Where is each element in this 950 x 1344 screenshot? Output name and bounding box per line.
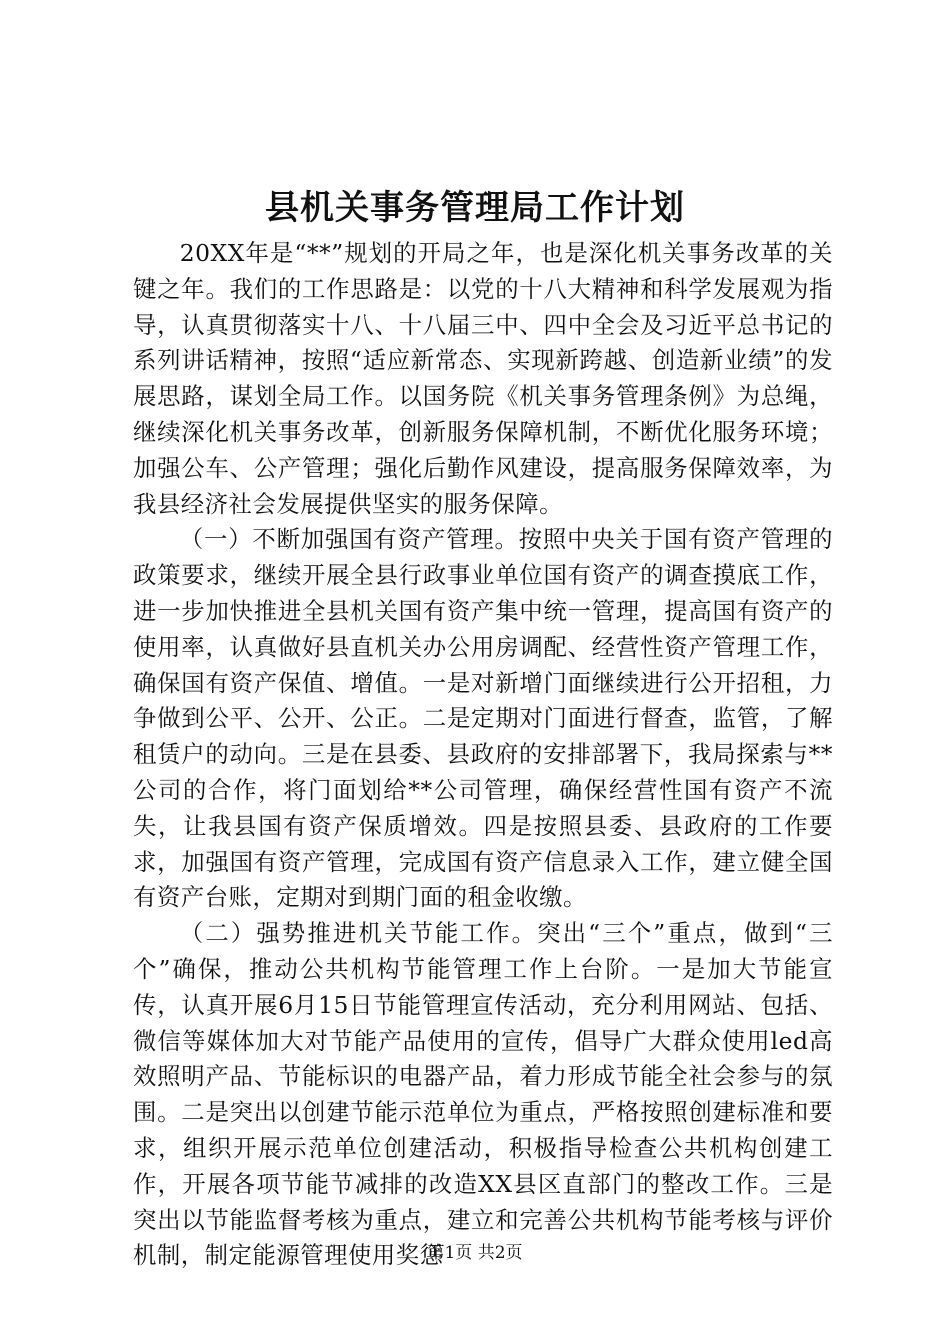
paragraph-intro: 20XX年是“**”规划的开局之年，也是深化机关事务改革的关键之年。我们的工作思路是：以党的十八大精神和科学发展观为指导，认真贯彻落实十八、十八届三中、四中全会及习近平总书记的系列讲话精神，按照“适应新常态、实现新跨越、创造新业绩”的发展思路，谋划全局工作。以国务院《机关事务管理条例》为总绳，继续深化机关事务改革，创新服务保障机制，不断优化服务环境；加强公车、公产管理；强化后勤作风建设，提高服务保障效率，为我县经济社会发展提供坚实的服务保障。 [133,239,833,518]
paragraph-energy-saving: （二）强势推进机关节能工作。突出“三个”重点，做到“三个”确保，推动公共机构节能管理工作上台阶。一是加大节能宣传，认真开展6月15日节能管理宣传活动，充分利用网站、包括、微信等媒体加大对节能产品使用的宣传，倡导广大群众使用led高效照明产品、节能标识的电器产品，着力形成节能全社会参与的氛围。二是突出以创建节能示范单位为重点，严格按照创建标准和要求，组织开展示范单位创建活动，积极指导检查公共机构创建工作，开展各项节能节减排的改造XX县区直部门的整改工作。三是突出以节能监督考核为重点，建立和完善公共机构节能考核与评价机制，制定能源管理使用奖惩 [133,919,833,1270]
paragraph-state-assets: （一）不断加强国有资产管理。按照中央关于国有资产管理的政策要求，继续开展全县行政事业单位国有资产的调查摸底工作，进一步加快推进全县机关国有资产集中统一管理，提高国有资产的使用率，认真做好县直机关办公用房调配、经营性资产管理工作，确保国有资产保值、增值。一是对新增门面继续进行公开招租，力争做到公平、公开、公正。二是定期对门面进行督查，监管，了解租赁户的动向。三是在县委、县政府的安排部署下，我局探索与**公司的合作，将门面划给**公司管理，确保经营性国有资产不流失，让我县国有资产保质增效。四是按照县委、县政府的工作要求，加强国有资产管理，完成国有资产信息录入工作，建立健全国有资产台账，定期对到期门面的租金收缴。 [133,525,833,912]
page-number-footer: 第1页 共2页 [427,1243,523,1263]
page-title: 县机关事务管理局工作计划 [265,188,685,228]
document-body [133,236,833,1274]
